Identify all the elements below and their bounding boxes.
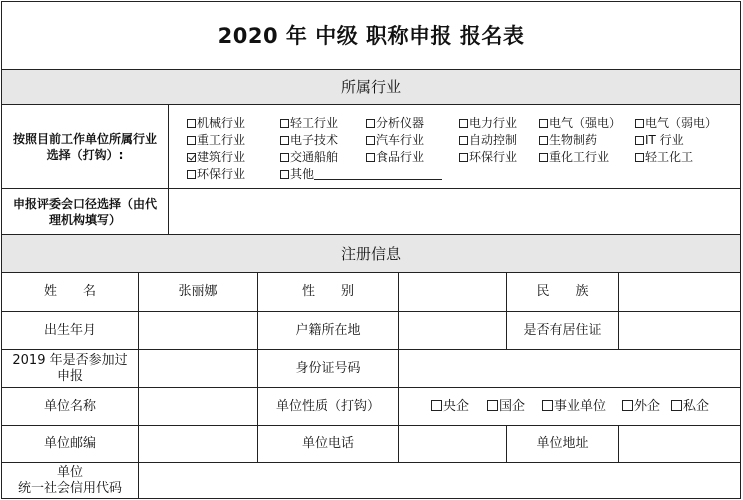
checkbox-icon[interactable] — [366, 119, 375, 128]
birth-label: 出生年月 — [2, 312, 139, 350]
industry-option[interactable] — [280, 149, 338, 165]
industry-option-label: 轻工化工 — [645, 150, 694, 164]
checkbox-icon[interactable] — [187, 136, 196, 145]
industry-option-label: 食品行业 — [376, 150, 425, 164]
checkbox-icon[interactable] — [280, 119, 289, 128]
industry-option-label: 电子技术 — [290, 133, 339, 147]
checkbox-icon[interactable] — [187, 119, 196, 128]
industry-option[interactable] — [635, 115, 717, 131]
industry-option[interactable] — [459, 115, 517, 131]
checkbox-icon[interactable] — [635, 136, 644, 145]
unit-type-option[interactable] — [542, 399, 606, 415]
hukou-field[interactable] — [399, 312, 507, 350]
industry-option[interactable] — [539, 115, 621, 131]
previous-application-label: 2019 年是否参加过申报 — [2, 350, 139, 388]
residence-permit-field[interactable] — [619, 312, 740, 350]
industry-option[interactable] — [187, 132, 245, 148]
id-number-field[interactable] — [399, 350, 740, 388]
registration-form — [1, 1, 741, 499]
industry-option-label: 自动控制 — [469, 133, 518, 147]
unit-type-options — [399, 388, 740, 426]
name-label: 姓 名 — [2, 273, 139, 312]
checked-checkbox-icon[interactable] — [187, 153, 196, 162]
industry-options — [169, 105, 740, 189]
checkbox-icon[interactable] — [487, 400, 498, 411]
industry-option-label: 电力行业 — [469, 116, 518, 130]
checkbox-icon[interactable] — [431, 400, 442, 411]
industry-option-label: 电气（弱电） — [645, 116, 718, 130]
unit-type-option[interactable] — [431, 399, 469, 415]
industry-option-label: 机械行业 — [197, 116, 246, 130]
form-title: 2020 年 中级 职称申报 报名表 — [2, 2, 740, 70]
checkbox-icon[interactable] — [280, 170, 289, 179]
committee-label: 申报评委会口径选择（由代理机构填写） — [2, 189, 169, 235]
unit-type-label-text: 国企 — [499, 399, 526, 414]
checkbox-icon[interactable] — [366, 136, 375, 145]
birth-field[interactable] — [139, 312, 258, 350]
industry-option[interactable] — [539, 132, 597, 148]
credit-code-label-line1: 单位 — [56, 464, 83, 480]
industry-option-label: 建筑行业 — [197, 150, 246, 164]
unit-phone-field[interactable] — [399, 426, 507, 463]
unit-name-label: 单位名称 — [2, 388, 139, 426]
industry-option[interactable] — [366, 132, 424, 148]
industry-option[interactable] — [366, 149, 424, 165]
id-number-label: 身份证号码 — [258, 350, 399, 388]
checkbox-icon[interactable] — [542, 400, 553, 411]
previous-application-field[interactable] — [139, 350, 258, 388]
unit-type-option[interactable] — [671, 399, 709, 415]
residence-permit-label: 是否有居住证 — [507, 312, 619, 350]
industry-option-label: 环保行业 — [469, 150, 518, 164]
unit-type-label-text: 央企 — [443, 399, 470, 414]
unit-type-label-text: 外企 — [634, 399, 661, 414]
industry-option[interactable] — [635, 132, 684, 148]
checkbox-icon[interactable] — [280, 136, 289, 145]
unit-type-label-text: 私企 — [683, 399, 710, 414]
industry-option[interactable] — [459, 132, 517, 148]
ethnicity-field[interactable] — [619, 273, 740, 312]
checkbox-icon[interactable] — [622, 400, 633, 411]
industry-option[interactable] — [635, 149, 693, 165]
industry-option[interactable] — [539, 149, 609, 165]
checkbox-icon[interactable] — [459, 119, 468, 128]
committee-field[interactable] — [169, 189, 740, 235]
checkbox-icon[interactable] — [539, 153, 548, 162]
industry-option[interactable] — [187, 149, 245, 165]
industry-option-label: 生物制药 — [549, 133, 598, 147]
unit-type-option[interactable] — [487, 399, 525, 415]
credit-code-label — [2, 463, 139, 498]
industry-option-label: 其他 — [290, 167, 315, 181]
unit-type-label: 单位性质（打钩） — [258, 388, 399, 426]
unit-type-label-text: 事业单位 — [554, 399, 607, 414]
industry-option-label: 分析仪器 — [376, 116, 425, 130]
checkbox-icon[interactable] — [459, 153, 468, 162]
industry-option-label: 环保行业 — [197, 167, 246, 181]
checkbox-icon[interactable] — [539, 136, 548, 145]
unit-name-field[interactable] — [139, 388, 258, 426]
gender-field[interactable] — [399, 273, 507, 312]
industry-option-label: 重化工行业 — [549, 150, 610, 164]
credit-code-label-line2: 统一社会信用代码 — [17, 480, 122, 496]
registration-section-header: 注册信息 — [2, 235, 740, 273]
industry-option-label: 电气（强电） — [549, 116, 622, 130]
ethnicity-label: 民 族 — [507, 273, 619, 312]
industry-option-label: 轻工行业 — [290, 116, 339, 130]
industry-section-header: 所属行业 — [2, 70, 740, 105]
checkbox-icon[interactable] — [635, 119, 644, 128]
unit-type-option[interactable] — [622, 399, 660, 415]
industry-option[interactable] — [280, 115, 338, 131]
industry-option[interactable] — [280, 166, 442, 182]
checkbox-icon[interactable] — [187, 170, 196, 179]
industry-option[interactable] — [459, 149, 517, 165]
other-industry-blank[interactable] — [314, 166, 442, 180]
industry-option[interactable] — [187, 166, 245, 182]
unit-postcode-label: 单位邮编 — [2, 426, 139, 463]
checkbox-icon[interactable] — [635, 153, 644, 162]
industry-prompt: 按照目前工作单位所属行业选择（打钩）: — [2, 105, 169, 189]
name-field[interactable]: 张丽娜 — [139, 273, 258, 312]
checkbox-icon[interactable] — [539, 119, 548, 128]
unit-postcode-field[interactable] — [139, 426, 258, 463]
checkbox-icon[interactable] — [459, 136, 468, 145]
checkbox-icon[interactable] — [366, 153, 375, 162]
checkbox-icon[interactable] — [280, 153, 289, 162]
industry-option-label: IT 行业 — [645, 133, 684, 147]
credit-code-field[interactable] — [139, 463, 740, 498]
industry-option-label: 重工行业 — [197, 133, 246, 147]
unit-phone-label: 单位电话 — [258, 426, 399, 463]
industry-option[interactable] — [280, 132, 338, 148]
hukou-label: 户籍所在地 — [258, 312, 399, 350]
industry-option[interactable] — [187, 115, 245, 131]
industry-option[interactable] — [366, 115, 424, 131]
industry-option-label: 交通船舶 — [290, 150, 339, 164]
gender-label: 性 别 — [258, 273, 399, 312]
industry-option-label: 汽车行业 — [376, 133, 425, 147]
checkbox-icon[interactable] — [671, 400, 682, 411]
unit-address-label: 单位地址 — [507, 426, 619, 463]
unit-address-field[interactable] — [619, 426, 740, 463]
